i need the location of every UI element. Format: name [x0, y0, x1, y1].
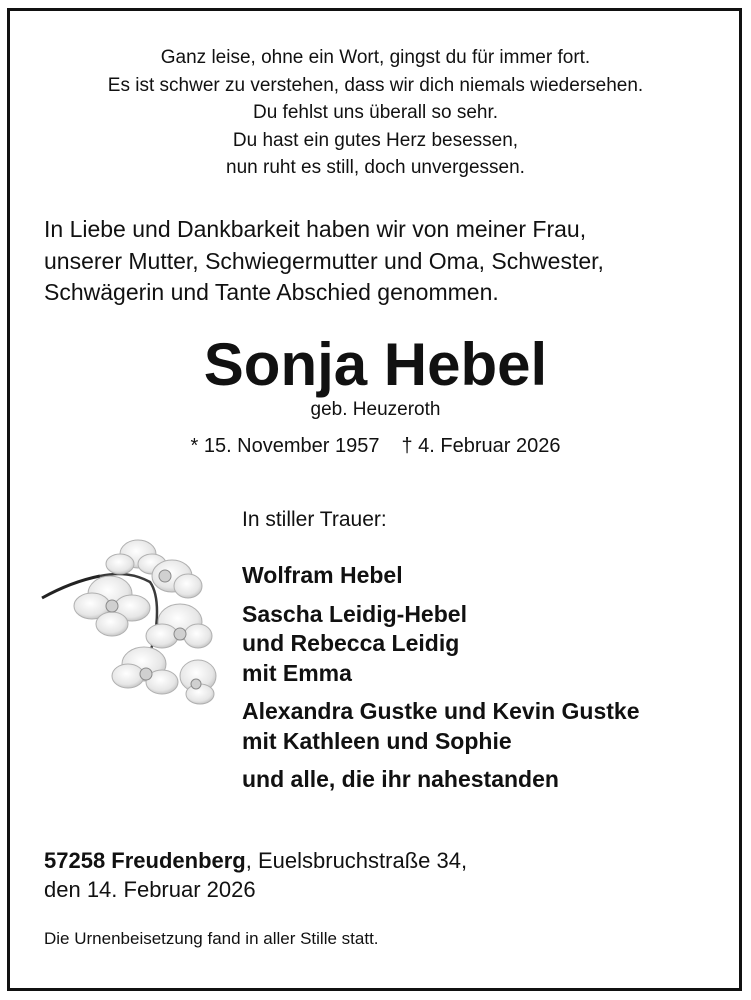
poem [0, 44, 751, 182]
orchid-icon [40, 536, 220, 706]
mourner-line: Sascha Leidig-Hebel [242, 600, 467, 627]
mourner-group [242, 765, 640, 795]
mourning-label: In stiller Trauer: [242, 508, 387, 531]
intro-text [44, 214, 724, 309]
burial-notice: Die Urnenbeisetzung fand in aller Stille statt. [44, 929, 379, 948]
address [44, 846, 467, 904]
mourner-line: und Rebecca Leidig [242, 630, 460, 656]
mourner-group [242, 600, 640, 689]
address-line [44, 846, 467, 875]
poem-line: nun ruht es still, doch unvergessen. [226, 157, 525, 178]
life-dates [0, 433, 751, 459]
poem-line: Ganz leise, ohne ein Wort, gingst du für immer fort. [160, 47, 591, 68]
deceased-name: Sonja Hebel [203, 331, 548, 398]
mourner-line: und alle, die ihr nahestanden [242, 766, 559, 792]
address-city: 57258 Freudenberg [44, 848, 246, 873]
intro-line: In Liebe und Dankbarkeit haben wir von meiner Frau, [44, 216, 587, 242]
poem-line: Du hast ein gutes Herz besessen, [232, 129, 519, 151]
mourner-line: mit Emma [242, 659, 352, 686]
address-date: den 14. Februar 2026 [44, 877, 256, 902]
poem-line: Es ist schwer zu verstehen, dass wir dich niemals wiedersehen. [107, 74, 644, 96]
mourners-list [242, 561, 640, 804]
birth-name: geb. Heuzeroth [310, 399, 441, 420]
mourner-line: Alexandra Gustke und Kevin Gustke [242, 698, 640, 724]
intro-line: unserer Mutter, Schwiegermutter und Oma, Schwester, [44, 247, 604, 274]
poem-line: Du fehlst uns überall so sehr. [252, 102, 499, 123]
mourner-line: mit Kathleen und Sophie [242, 727, 512, 754]
death-date: † 4. Februar 2026 [401, 435, 561, 457]
mourner-group [242, 561, 640, 591]
intro-line: Schwägerin und Tante Abschied genommen. [44, 279, 499, 305]
mourner-group [242, 697, 640, 756]
mourner-line: Wolfram Hebel [242, 562, 403, 588]
address-street: , Euelsbruchstraße 34, [245, 848, 468, 873]
birth-date: * 15. November 1957 [190, 435, 380, 457]
